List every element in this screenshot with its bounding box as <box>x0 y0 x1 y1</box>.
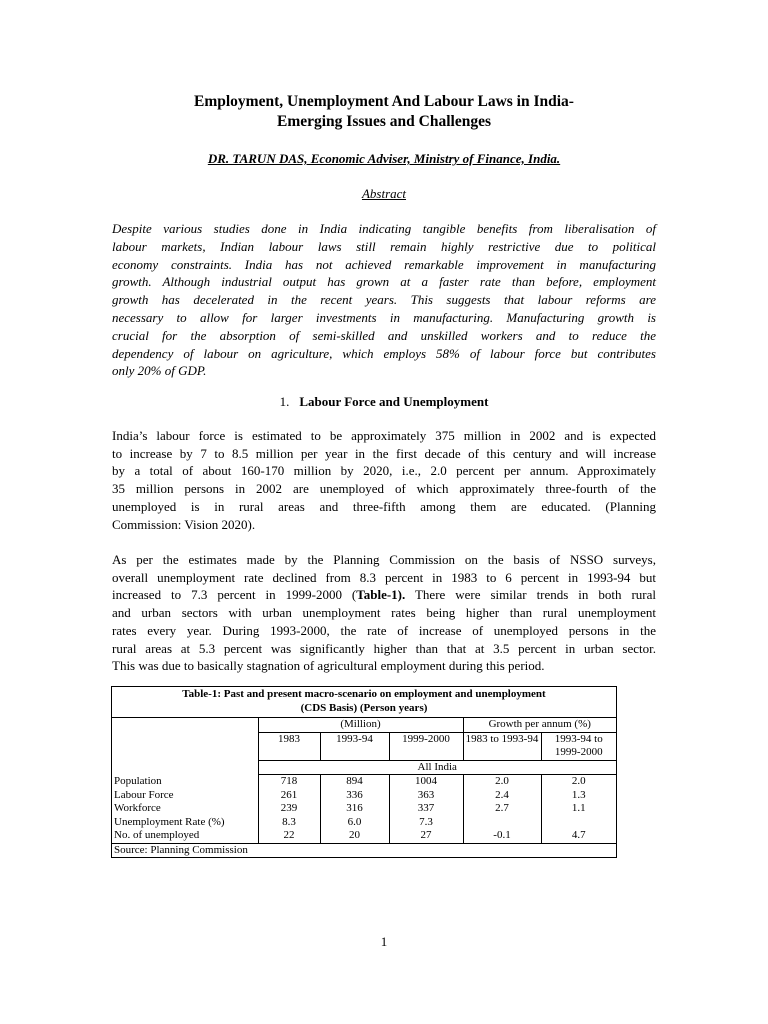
table-caption-line-2: (CDS Basis) (Person years) <box>300 701 428 714</box>
table-reference: Table-1). <box>356 587 406 603</box>
data-table <box>111 686 617 858</box>
table-cell: 336 <box>320 789 389 803</box>
column-header: 1983 <box>258 732 320 760</box>
abstract-line: dependency of labour on agriculture, which employs 58% of labour force but contributes <box>112 345 656 361</box>
table-caption <box>112 687 616 718</box>
table-row <box>112 829 616 843</box>
row-label: Population <box>114 774 162 787</box>
page-number: 1 <box>380 934 388 949</box>
row-label: Labour Force <box>114 788 174 801</box>
row-label: No. of unemployed <box>114 829 200 841</box>
table-cell: 7.3 <box>389 816 463 830</box>
row-label: Unemployment Rate (%) <box>114 815 225 828</box>
paragraph-line: rural areas at 5.3 percent was significantly higher than that at 3.5 percent in urban sector. <box>112 640 656 656</box>
table-cell: 239 <box>258 802 320 816</box>
paragraph-line: Commission: Vision 2020). <box>112 516 256 532</box>
table-cell: 6.0 <box>320 816 389 830</box>
abstract-line: growth has decelerated in the recent years. This suggests that labour reforms are <box>112 292 656 308</box>
paragraph-line: overall unemployment rate declined from 8.3 percent in 1983 to 6 percent in 1993-94 but <box>112 569 656 585</box>
table-cell: 2.7 <box>463 802 541 816</box>
table-cell: 4.7 <box>541 829 616 843</box>
paragraph-line: As per the estimates made by the Planning Commission on the basis of NSSO surveys, <box>112 552 656 567</box>
group-header-growth: Growth per annum (%) <box>463 718 616 733</box>
table-cell: 2.0 <box>541 775 616 789</box>
table-cell: 316 <box>320 802 389 816</box>
paragraph-2 <box>112 551 656 675</box>
paragraph-line: by a total of about 160-170 million by 2020, i.e., 2.0 percent per annum. Approximately <box>112 463 656 479</box>
abstract-line: growth. Although industrial output has grown at a faster rate than before, employment <box>112 274 656 290</box>
table-row <box>112 816 616 830</box>
row-label: Workforce <box>114 802 161 814</box>
table-row <box>112 802 616 816</box>
table-cell <box>463 816 541 830</box>
abstract-line: labour markets, Indian labour laws still remain highly restrictive due to political <box>112 238 656 254</box>
table-cell: 22 <box>258 829 320 843</box>
abstract-line: crucial for the absorption of semi-skilled and unskilled workers and to reduce the <box>112 327 656 343</box>
table-row <box>112 789 616 803</box>
paragraph-line: 35 million persons in 2002 are unemployed of which approximately three-fourth of the <box>112 481 656 497</box>
column-header: 1993-94 <box>320 732 389 760</box>
table-cell: 337 <box>389 802 463 816</box>
paragraph-text: There were similar trends in both rural <box>405 587 656 603</box>
abstract-line: Despite various studies done in India indicating tangible benefits from liberalisation of <box>112 221 656 236</box>
paragraph-line: This was due to basically stagnation of agricultural employment during this period. <box>112 658 545 674</box>
table-cell: 2.4 <box>463 789 541 803</box>
table-cell <box>112 760 258 775</box>
table-source: Source: Planning Commission <box>112 843 616 857</box>
section-row-label: All India <box>258 760 616 775</box>
table-cell: 261 <box>258 789 320 803</box>
table-cell: 1004 <box>389 775 463 789</box>
column-header: 1983 to 1993-94 <box>463 732 541 760</box>
table-cell: 1.1 <box>541 802 616 816</box>
paragraph-line: and urban sectors with urban unemployment rates being higher than rural unemployment <box>112 605 656 621</box>
table-cell <box>541 816 616 830</box>
group-header-million: (Million) <box>258 718 463 733</box>
title-line-2: Emerging Issues and Challenges <box>276 113 492 130</box>
table-cell: 363 <box>389 789 463 803</box>
table-cell: 8.3 <box>258 816 320 830</box>
section-title: Labour Force and Unemployment <box>299 394 489 409</box>
column-header: 1999-2000 <box>389 732 463 760</box>
paper-title <box>112 92 656 132</box>
table-cell: 27 <box>389 829 463 843</box>
table-cell: 718 <box>258 775 320 789</box>
table-caption-line-1: Table-1: Past and present macro-scenario on employment and unemployment <box>182 688 546 700</box>
paragraph-line <box>112 586 656 604</box>
column-header: 1993-94 to 1999-2000 <box>541 732 616 760</box>
table-cell: 1.3 <box>541 789 616 803</box>
abstract-line: economy constraints. India has not achieved remarkable improvement in manufacturing <box>112 256 656 272</box>
paragraph-text: increased to 7.3 percent in 1999-2000 ( <box>112 587 357 603</box>
title-line-1: Employment, Unemployment And Labour Laws in India- <box>194 93 574 110</box>
table-cell: 894 <box>320 775 389 789</box>
author-line: DR. TARUN DAS, Economic Adviser, Ministry of Finance, India. <box>207 151 561 166</box>
abstract-text <box>112 220 656 380</box>
table-cell <box>112 732 258 760</box>
paragraph-line: to increase by 7 to 8.5 million per year in the first decade of this century and will increase <box>112 445 656 461</box>
table-cell: -0.1 <box>463 829 541 843</box>
abstract-heading: Abstract <box>361 186 407 201</box>
paragraph-line: unemployed is in rural areas and three-fifth among them are educated. (Planning <box>112 498 656 514</box>
table-cell <box>112 718 258 733</box>
abstract-line: only 20% of GDP. <box>112 363 207 379</box>
section-number: 1. <box>279 394 290 409</box>
table-row <box>112 775 616 789</box>
abstract-line: necessary to allow for larger investments in manufacturing. Manufacturing growth is <box>112 309 656 325</box>
paragraph-line: India’s labour force is estimated to be approximately 375 million in 2002 and is expected <box>112 428 656 443</box>
paragraph-1 <box>112 427 656 533</box>
table-cell: 2.0 <box>463 775 541 789</box>
paragraph-line: rates every year. During 1993-2000, the rate of increase of unemployed persons in the <box>112 622 656 638</box>
table-cell: 20 <box>320 829 389 843</box>
section-heading <box>112 394 656 410</box>
